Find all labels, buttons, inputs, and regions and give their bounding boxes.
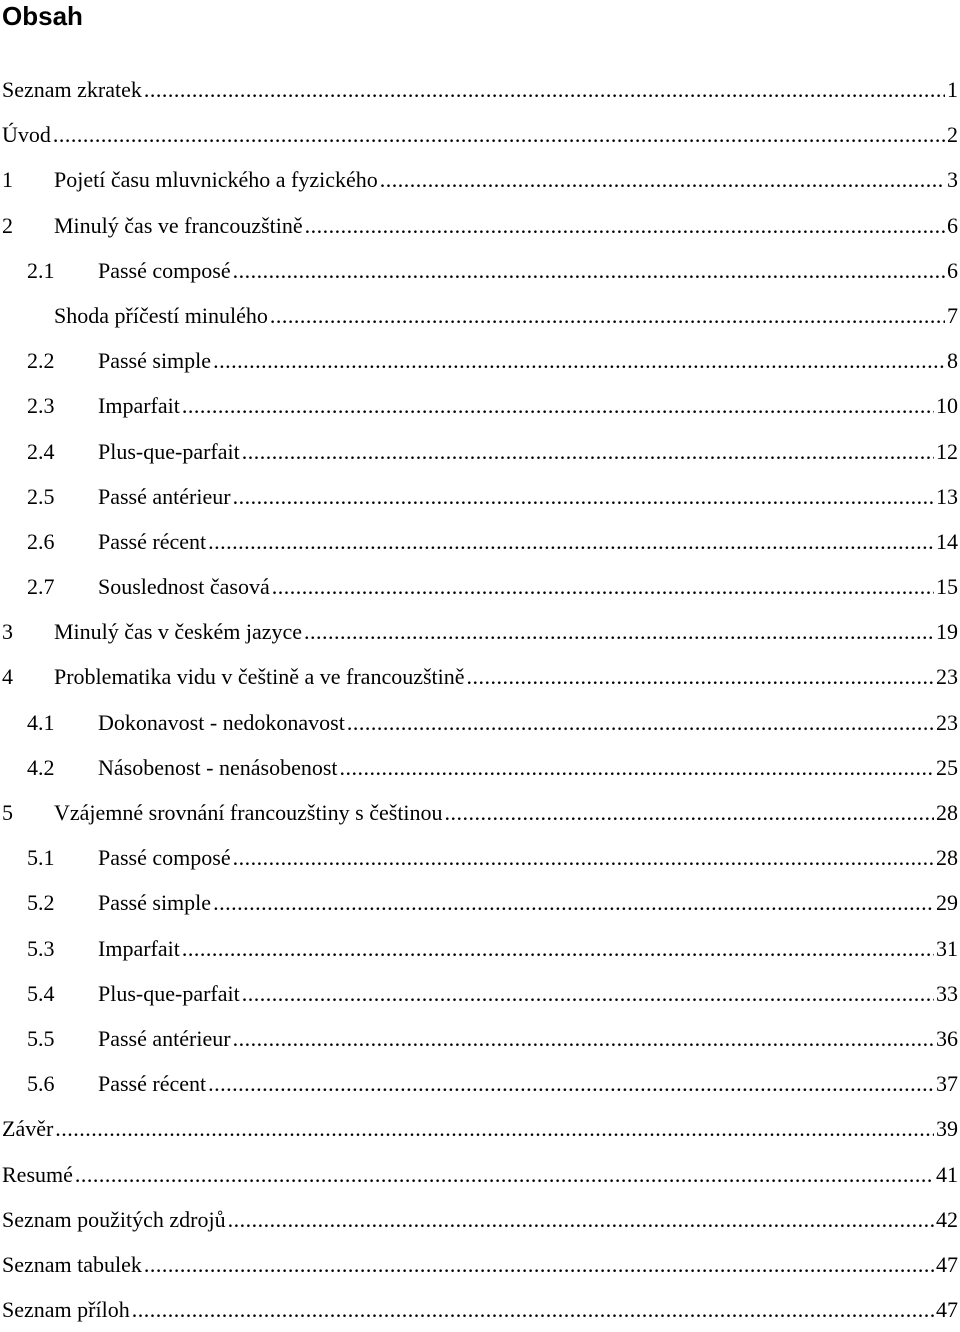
toc-entry-title[interactable]: Seznam zkratek — [2, 77, 142, 102]
toc-entry-title[interactable]: Seznam příloh — [2, 1297, 130, 1323]
dot-leader — [233, 248, 945, 293]
toc-entry-page-number[interactable]: 14 — [936, 528, 958, 554]
toc-entry-page-number[interactable]: 10 — [936, 393, 958, 419]
dot-leader — [132, 1287, 934, 1332]
toc-entry-title[interactable]: Resumé — [2, 1161, 73, 1187]
toc-entry-page-number[interactable]: 28 — [936, 845, 958, 871]
dot-leader — [347, 700, 934, 745]
dot-leader — [144, 1242, 934, 1287]
toc-entry-number: 5.2 — [27, 890, 55, 916]
toc-entry-title[interactable]: Seznam použitých zdrojů — [2, 1206, 226, 1232]
toc-entry-title[interactable]: Plus-que-parfait — [98, 980, 240, 1006]
toc-entry-title[interactable]: Imparfait — [98, 935, 180, 961]
toc-entry-number: 4.1 — [27, 709, 55, 735]
dot-leader — [233, 1016, 934, 1061]
dot-leader — [270, 293, 945, 338]
toc-entry-number: 4.2 — [27, 754, 55, 780]
toc-entry[interactable] — [0, 248, 960, 293]
toc-entry[interactable] — [0, 700, 960, 745]
toc-entry-page-number[interactable]: 23 — [936, 664, 958, 690]
dot-leader — [213, 880, 934, 925]
dot-leader — [233, 474, 934, 519]
toc-entry-number: 2.7 — [27, 574, 55, 600]
toc-entry-title[interactable]: Passé antérieur — [98, 1025, 231, 1051]
toc-entry-number: 2.3 — [27, 393, 55, 419]
toc-entry-page-number[interactable]: 41 — [936, 1161, 958, 1187]
toc-entry-title[interactable]: Imparfait — [98, 393, 180, 419]
toc-entry[interactable] — [0, 338, 960, 383]
toc-entry[interactable] — [0, 609, 960, 654]
toc-entry-page-number[interactable]: 1 — [947, 77, 958, 102]
dot-leader — [55, 1106, 934, 1151]
toc-entry-title[interactable]: Minulý čas v českém jazyce — [54, 619, 303, 645]
toc-entry-number: 2.2 — [27, 348, 55, 374]
toc-entry-page-number[interactable]: 2 — [947, 122, 958, 148]
toc-entry[interactable] — [0, 926, 960, 971]
toc-entry[interactable] — [0, 1061, 960, 1106]
toc-entry-title[interactable]: Problematika vidu v češtině a ve francouzštině — [54, 664, 465, 690]
toc-entry-number: 5.3 — [27, 935, 55, 961]
toc-entry[interactable] — [0, 1152, 960, 1197]
toc-entry-number: 2.6 — [27, 528, 55, 554]
toc-entry[interactable] — [0, 474, 960, 519]
toc-entry[interactable] — [0, 880, 960, 925]
toc-entry-page-number[interactable]: 13 — [936, 483, 958, 509]
toc-entry-page-number[interactable]: 47 — [936, 1251, 958, 1277]
toc-entry-page-number[interactable]: 28 — [936, 800, 958, 825]
toc-entry-page-number[interactable]: 3 — [947, 167, 958, 193]
toc-entry-title[interactable]: Shoda příčestí minulého — [54, 302, 268, 328]
toc-entry-title[interactable]: Passé récent — [98, 1071, 207, 1097]
toc-entry-title[interactable]: Plus-que-parfait — [98, 438, 240, 464]
toc-entry[interactable] — [0, 383, 960, 428]
toc-entry[interactable] — [0, 835, 960, 880]
toc-entry-title[interactable]: Závěr — [2, 1116, 54, 1142]
dot-leader — [208, 519, 934, 564]
toc-entry[interactable] — [0, 157, 960, 202]
toc-entry-title[interactable]: Passé récent — [98, 528, 207, 554]
toc-entry-page-number[interactable]: 7 — [947, 302, 958, 328]
toc-entry[interactable] — [0, 971, 960, 1016]
toc-entry-page-number[interactable]: 8 — [947, 348, 958, 374]
toc-entry-title[interactable]: Passé simple — [98, 890, 212, 916]
toc-entry-title[interactable]: Souslednost časová — [98, 574, 270, 600]
toc-entry-number: 2.1 — [27, 257, 55, 283]
toc-entry-number: 5.4 — [27, 980, 55, 1006]
toc-entry[interactable] — [0, 1197, 960, 1242]
toc-entry[interactable] — [0, 564, 960, 609]
toc-entry[interactable] — [0, 654, 960, 699]
toc-entry[interactable] — [0, 429, 960, 474]
toc-entry[interactable] — [0, 293, 960, 338]
toc-entry-title[interactable]: Pojetí času mluvnického a fyzického — [54, 167, 378, 193]
dot-leader — [242, 971, 934, 1016]
dot-leader — [305, 203, 945, 248]
toc-entry-page-number[interactable]: 6 — [947, 212, 958, 238]
toc-entry[interactable] — [0, 67, 960, 112]
toc-entry-page-number[interactable]: 37 — [936, 1071, 958, 1097]
dot-leader — [380, 157, 945, 202]
toc-entry-page-number[interactable]: 39 — [936, 1116, 958, 1142]
toc-entry-title[interactable]: Násobenost - nenásobenost — [98, 754, 338, 780]
toc-entry-title[interactable]: Úvod — [2, 122, 51, 148]
toc-entry-number: 2.4 — [27, 438, 55, 464]
toc-entry-title[interactable]: Passé composé — [98, 845, 231, 871]
dot-leader — [467, 654, 934, 699]
toc-entry-number: 5 — [2, 800, 13, 825]
toc-entry-page-number[interactable]: 47 — [936, 1297, 958, 1323]
toc-entry[interactable] — [0, 1242, 960, 1287]
toc-entry-number: 5.1 — [27, 845, 55, 871]
dot-leader — [182, 383, 934, 428]
toc-entry-page-number[interactable]: 23 — [936, 709, 958, 735]
toc-entry-page-number[interactable]: 15 — [936, 574, 958, 600]
toc-entry-title[interactable]: Seznam tabulek — [2, 1251, 142, 1277]
toc-entry-title[interactable]: Vzájemné srovnání francouzštiny s češtinou — [54, 800, 443, 825]
toc-entry[interactable] — [0, 1106, 960, 1151]
toc-entry-number: 5.6 — [27, 1071, 55, 1097]
toc-entry-page-number[interactable]: 19 — [936, 619, 958, 645]
dot-leader — [53, 112, 945, 157]
toc-entry-page-number[interactable]: 12 — [936, 438, 958, 464]
toc-entry-page-number[interactable]: 42 — [936, 1206, 958, 1232]
toc-entry-page-number[interactable]: 25 — [936, 754, 958, 780]
toc-entry[interactable] — [0, 1016, 960, 1061]
dot-leader — [228, 1197, 934, 1242]
page-title: Obsah — [2, 1, 83, 31]
toc-entry-page-number[interactable]: 33 — [936, 980, 958, 1006]
toc-entry-title[interactable]: Passé composé — [98, 257, 231, 283]
table-of-contents — [0, 67, 960, 1332]
toc-entry[interactable] — [0, 790, 960, 835]
toc-entry[interactable] — [0, 112, 960, 157]
dot-leader — [340, 745, 934, 790]
dot-leader — [213, 338, 945, 383]
dot-leader — [75, 1152, 934, 1197]
dot-leader — [208, 1061, 934, 1106]
dot-leader — [233, 835, 934, 880]
toc-entry[interactable] — [0, 203, 960, 248]
dot-leader — [304, 609, 934, 654]
toc-entry-number: 4 — [2, 664, 13, 690]
toc-entry-page-number[interactable]: 29 — [936, 890, 958, 916]
toc-entry-title[interactable]: Passé simple — [98, 348, 212, 374]
toc-entry-number: 3 — [2, 619, 13, 645]
toc-entry-title[interactable]: Dokonavost - nedokonavost — [98, 709, 345, 735]
toc-entry[interactable] — [0, 745, 960, 790]
toc-entry-page-number[interactable]: 6 — [947, 257, 958, 283]
dot-leader — [272, 564, 934, 609]
toc-entry-page-number[interactable]: 31 — [936, 935, 958, 961]
dot-leader — [445, 790, 934, 835]
toc-entry-number: 5.5 — [27, 1025, 55, 1051]
toc-entry-number: 1 — [2, 167, 13, 193]
toc-entry[interactable] — [0, 1287, 960, 1332]
dot-leader — [242, 429, 934, 474]
toc-entry-number: 2 — [2, 212, 13, 238]
toc-entry[interactable] — [0, 519, 960, 564]
dot-leader — [144, 67, 945, 112]
toc-entry-page-number[interactable]: 36 — [936, 1025, 958, 1051]
dot-leader — [182, 926, 934, 971]
toc-entry-title[interactable]: Minulý čas ve francouzštině — [54, 212, 303, 238]
toc-entry-number: 2.5 — [27, 483, 55, 509]
toc-entry-title[interactable]: Passé antérieur — [98, 483, 231, 509]
